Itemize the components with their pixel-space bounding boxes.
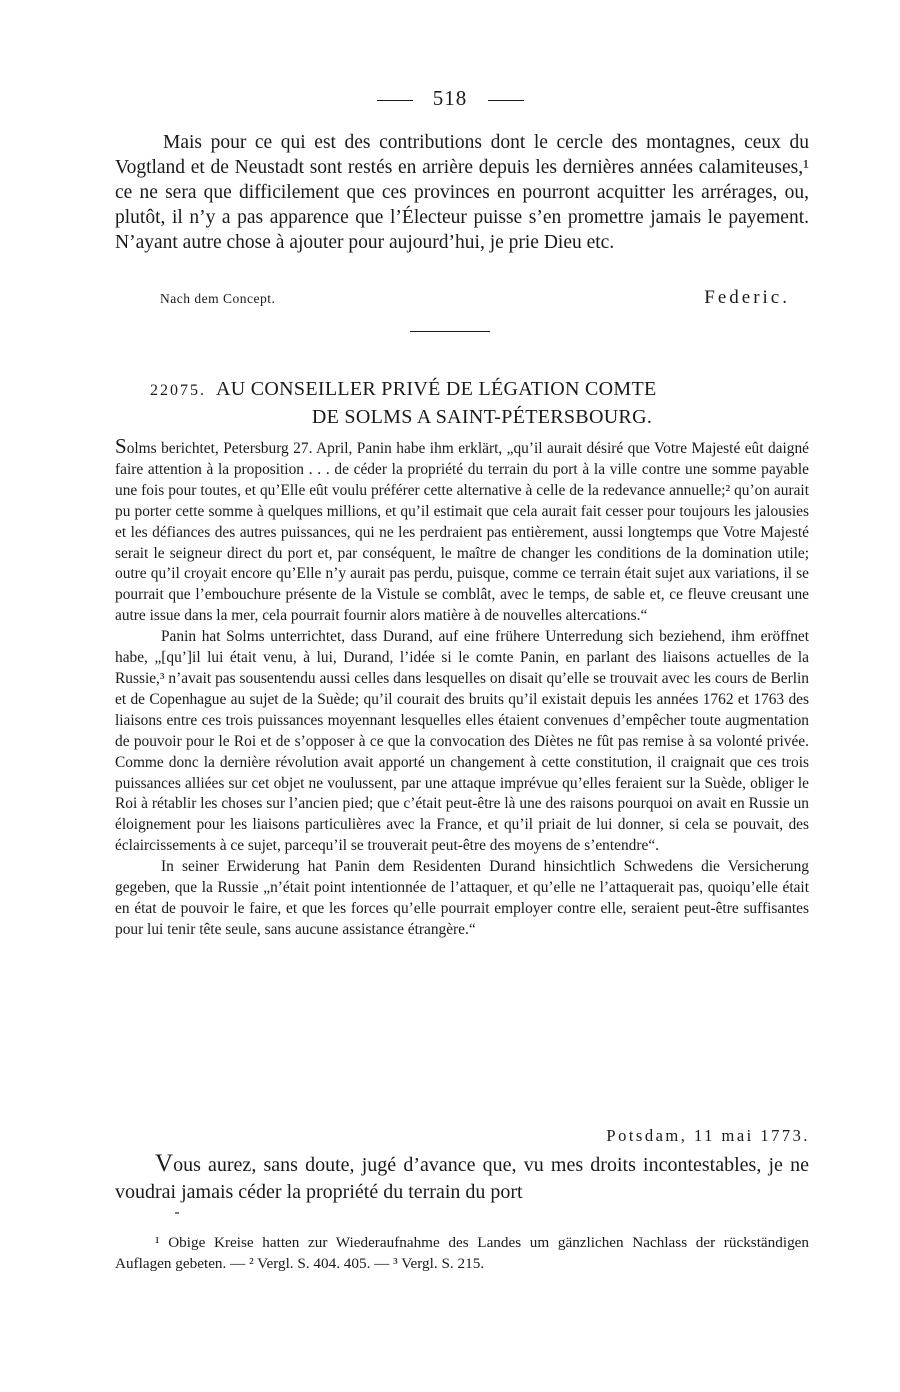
footnotes: ¹ Obige Kreise hatten zur Wiederaufnahme des Landes um gänzlichen Nachlass der rückständigen Auflagen gebeten. — ² Vergl. S. 404. 405. — ³ Vergl. S. 215. <box>115 1234 809 1272</box>
summary-paragraph-1 <box>115 436 809 627</box>
summary-paragraph-1-text: olms berichtet, Petersburg 27. April, Panin habe ihm erklärt, „qu’il aurait désiré que Votre Majesté eût daigné faire attention à la proposition . . . de céder la propriété du terrain du port à la ville contre une somme payable une fois pour toutes, et qu’Elle eût voulu préférer cette alternative à celle de la redevance annuelle;² qu’on aurait pu porter cette somme à quelques millions, et qu’il estimait que cela aurait fait cesser pour toujours les jalousies et les défiances des autres puissances, qui ne les perdraient pas entièrement, aussi longtemps que Votre Majesté serait le seigneur direct du port et, par conséquent, le maître de changer les conditions de la domination utile; outre qu’il croyait encore qu’Elle n’y aurait pas perdu, puisque, comme ce terrain était sujet aux variations, il se pourrait que l’embouchure présente de la Vistule se comblât, avec le temps, de sable et, ce fleuve creusant une autre issue dans la mer, cela pourrait fournir alors matière à de nouvelles altercations.“ <box>115 440 809 625</box>
source-note: Nach dem Concept. <box>160 291 276 306</box>
letter2-text: ous aurez, sans doute, jugé d’avance que, vu mes droits incontestables, je ne voudrai jamais céder la propriété du terrain du port <box>115 1154 809 1203</box>
letter-heading <box>150 376 790 430</box>
letter-title-line2: DE SOLMS A SAINT-PÉTERSBOURG. <box>311 406 653 428</box>
summary-section <box>115 436 809 941</box>
letter2-initial: V <box>155 1150 174 1177</box>
section-divider <box>410 331 490 332</box>
summary-initial: S <box>115 434 127 458</box>
letter-body: Mais pour ce qui est des contributions dont le cercle des montagnes, ceux du Vogtland et de Neustadt sont restés en arrière depuis les dernières années calamiteuses,¹ ce ne sera que difficilement que ces provinces en pourront acquitter les arrérages, ou, plutôt, il n’y a pas apparence que l’Électeur puisse s’en promettre jamais le payement. N’ayant autre chose à ajouter pour aujourd’hui, je prie Dieu etc. <box>115 132 809 253</box>
summary-paragraph-3: In seiner Erwiderung hat Panin dem Residenten Durand hinsichtlich Schwedens die Versicherung gegeben, que la Russie „n’était point intentionnée de l’attaquer, et qu’elle ne l’attaquerait pas, quoiqu’elle était en état de pouvoir le faire, et que les forces qu’elle pourrait employer contre elle, seraient peut-être suffisantes pour lui tenir tête seule, sans aucune assistance étrangère.“ <box>115 858 809 938</box>
header-dash-right <box>488 100 524 101</box>
letter2-body <box>115 1150 809 1206</box>
letter-number: 22075. <box>150 382 206 399</box>
dateline: Potsdam, 11 mai 1773. <box>606 1126 810 1145</box>
signature: Federic. <box>704 287 790 308</box>
footnote-mark <box>175 1212 179 1214</box>
letter-title-line1: AU CONSEILLER PRIVÉ DE LÉGATION COMTE <box>216 378 657 400</box>
header-dash-left <box>377 100 413 101</box>
summary-paragraph-2: Panin hat Solms unterrichtet, dass Durand, auf eine frühere Unterredung sich beziehend, ihm eröffnet habe, „[qu’]il lui était venu, à lui, Durand, l’idée si le comte Panin, en parlant des liaisons actuelles de la Russie,³ n’avait pas sousentendu aussi celles dans lesquelles on disait qu’elle se trouvait avec les cours de Berlin et de Copenhague au sujet de la Suède; qu’il courait des bruits qu’il existait depuis les années 1762 et 1763 des liaisons entre ces trois puissances moyennant lesquelles elles étaient convenues d’empêcher toute augmentation de pouvoir pour le Roi et de s’opposer à ce que la convocation des Diètes ne fût pas remise à sa volonté privée. Comme donc la dernière révolution avait apporté un changement à cette constitution, il craignait que ces trois puissances alliées sur cet objet ne voulussent, par une attaque imprévue qu’elles feraient sur la Suède, obliger le Roi à rétablir les choses sur l’ancien pied; que c’était peut-être là une des raisons pourquoi on avait en Russie un éloignement pour les liaisons particulières avec la France, et qu’il priait de lui donner, si cela se pouvait, des éclaircissements à ce sujet, parcequ’il se trouverait peut-être des moyens de s’entendre“. <box>115 628 809 855</box>
page-number: 518 <box>432 86 468 110</box>
page-header <box>0 86 900 111</box>
